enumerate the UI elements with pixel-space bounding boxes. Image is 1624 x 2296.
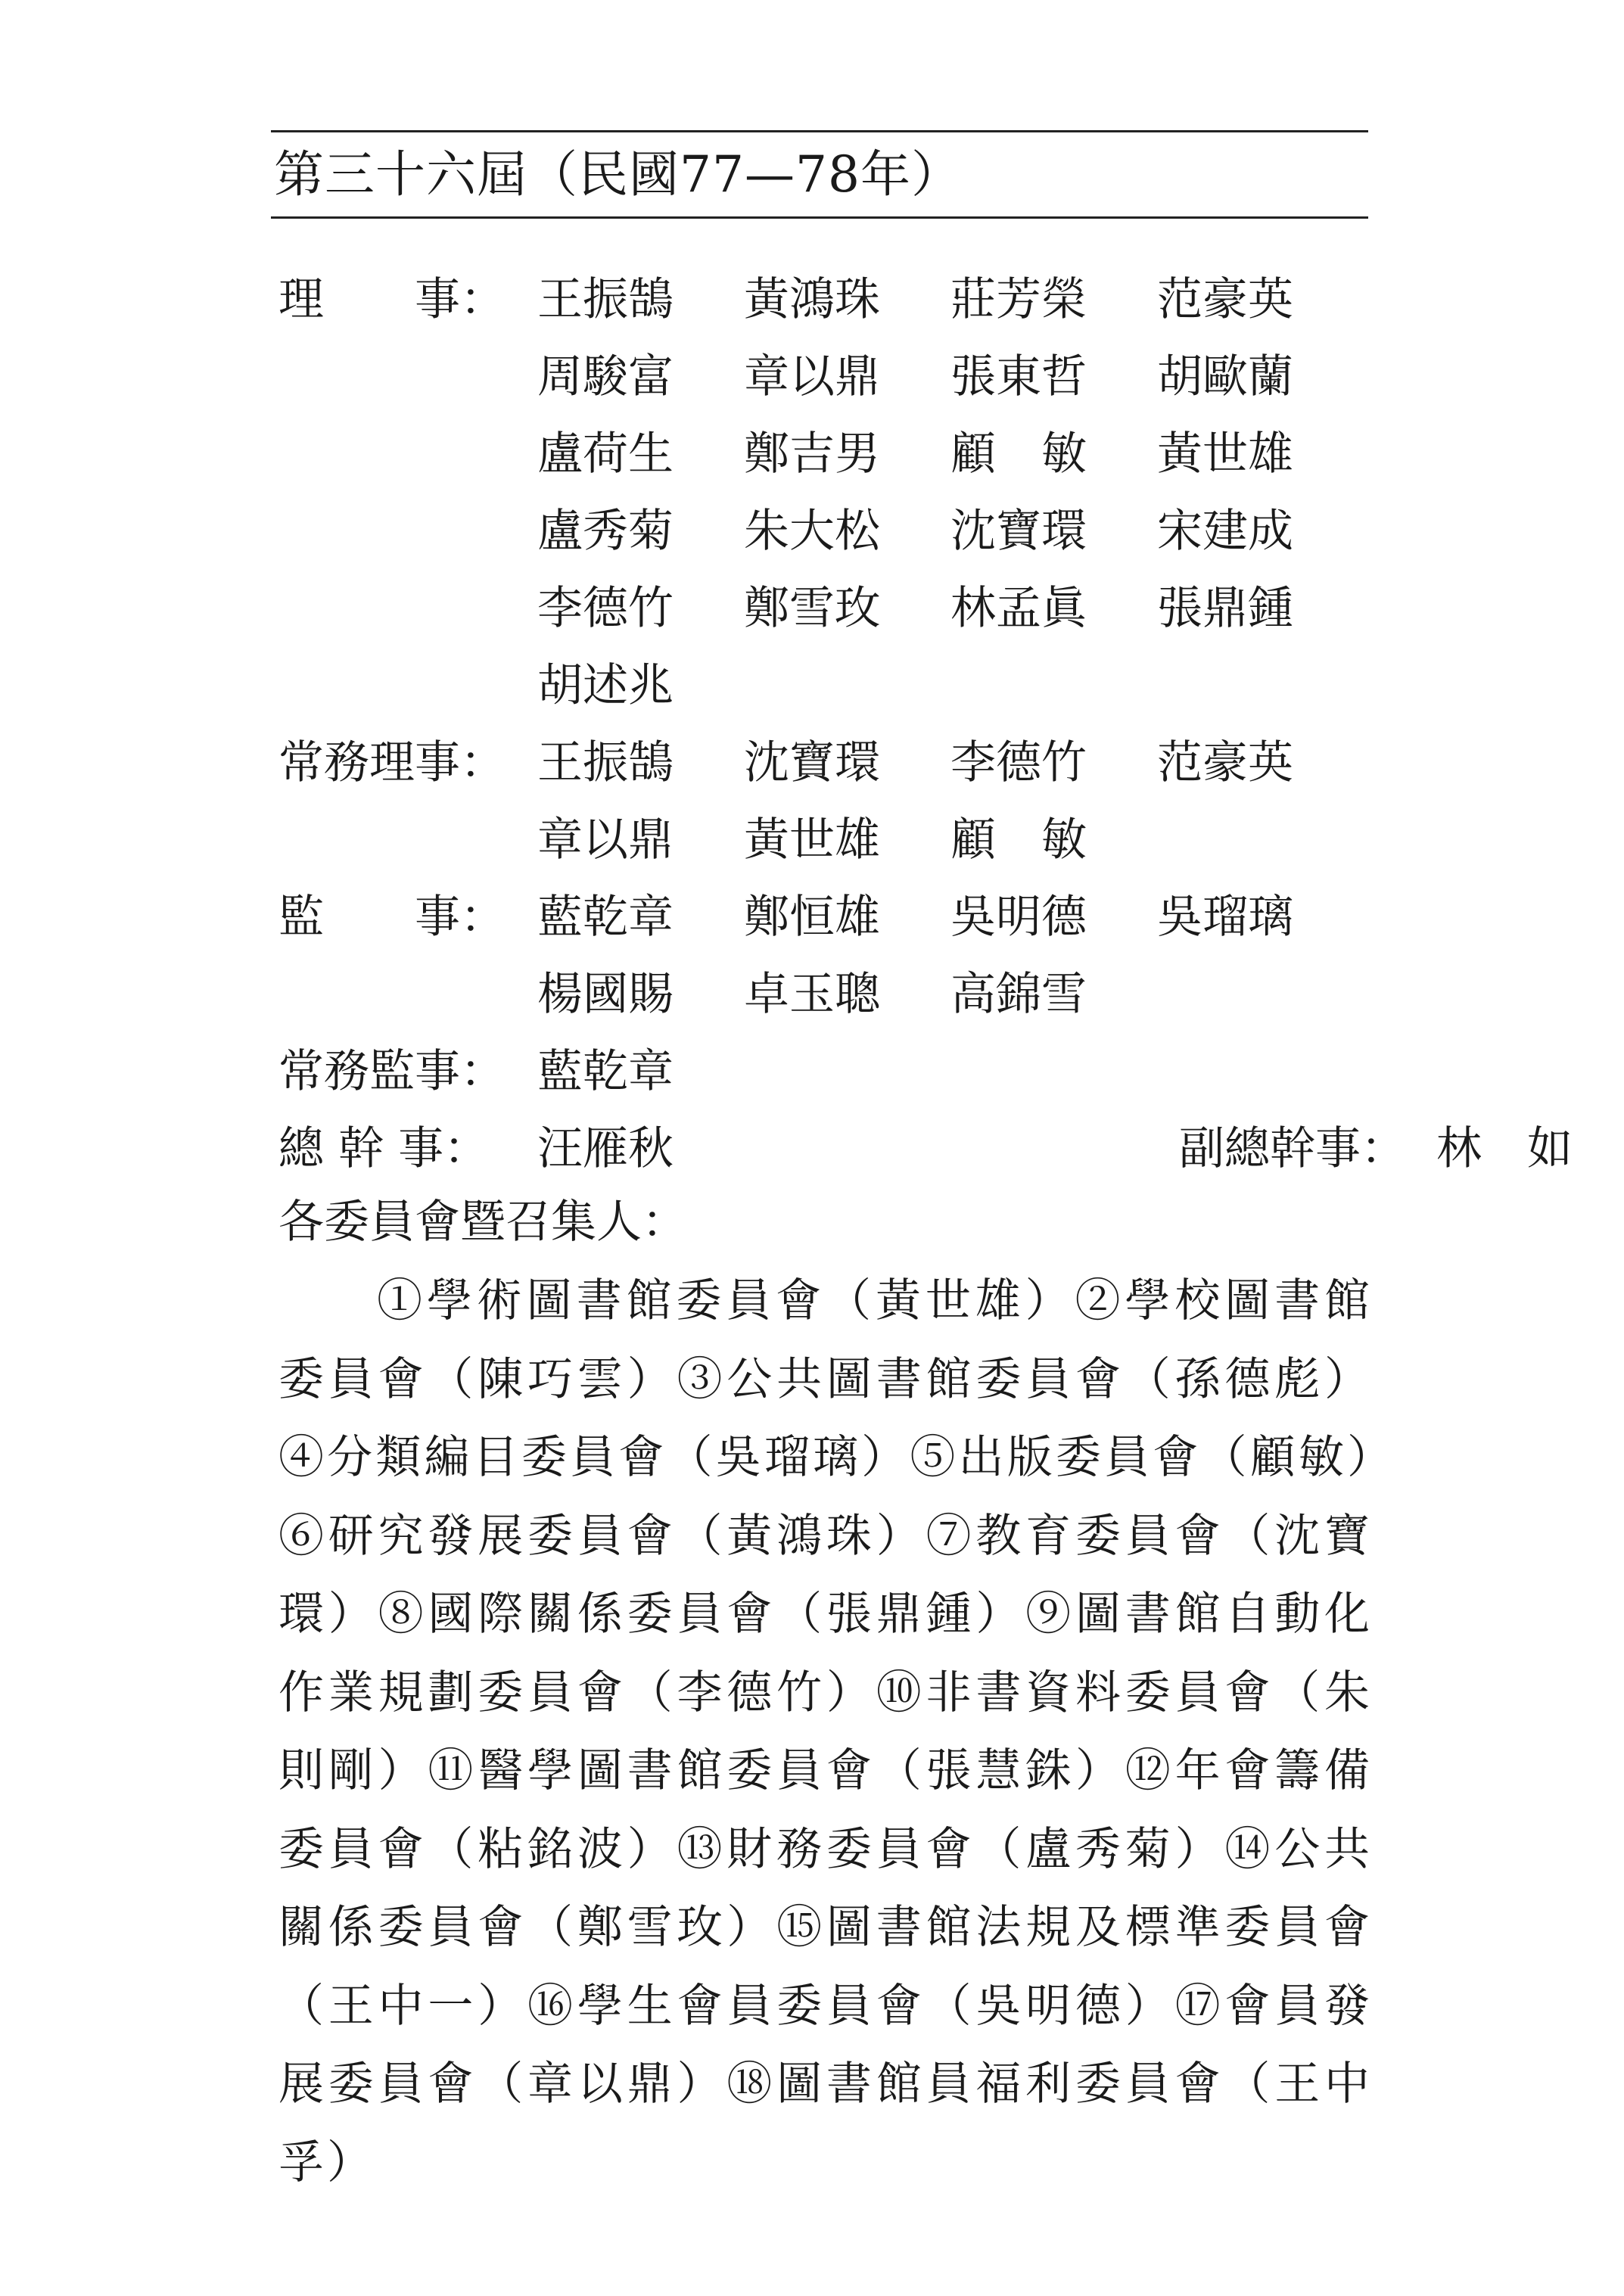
standing-directors-row xyxy=(278,720,1368,798)
person-name: 盧荷生 xyxy=(537,428,674,481)
person-name: 莊芳榮 xyxy=(950,273,1087,326)
person-name: 沈寶環 xyxy=(950,505,1087,558)
directors-row xyxy=(278,257,1368,334)
person-name: 黃鴻珠 xyxy=(744,273,880,326)
person-name: 高錦雪 xyxy=(950,968,1087,1021)
person-name: 鄭恒雄 xyxy=(744,891,880,944)
role-label-standing-directors: 常務理事： xyxy=(278,736,506,789)
person-name: 朱大松 xyxy=(744,505,880,558)
person-name: 章以鼎 xyxy=(537,814,674,866)
committees-heading: 各委員會暨召集人： xyxy=(278,1196,687,1249)
directors-row xyxy=(278,489,1368,566)
names-list xyxy=(537,263,1364,328)
person-name: 黃世雄 xyxy=(744,814,880,866)
names-list xyxy=(537,649,744,714)
person-name: 李德竹 xyxy=(950,736,1087,789)
person-name: 林孟眞 xyxy=(950,582,1087,635)
standing-supervisor-row xyxy=(278,1029,1368,1106)
person-name: 胡述兆 xyxy=(537,659,674,712)
person-name: 藍乾章 xyxy=(537,1045,674,1098)
supervisors-row xyxy=(278,952,1368,1029)
role-label-supervisors: 監 事： xyxy=(278,891,506,944)
role-label-secretary-general: 總 幹 事： xyxy=(278,1122,490,1175)
person-name: 林 如 xyxy=(1436,1122,1573,1175)
person-name: 范豪英 xyxy=(1157,736,1293,789)
names-list xyxy=(537,341,1364,406)
names-list xyxy=(537,495,1364,560)
person-name: 吳瑠璃 xyxy=(1157,891,1293,944)
person-name: 范豪英 xyxy=(1157,273,1293,326)
names-list xyxy=(537,726,1364,792)
names-list xyxy=(537,804,1157,869)
names-list xyxy=(537,881,1364,946)
person-name: 宋建成 xyxy=(1157,505,1293,558)
committees-paragraph: ①學術圖書館委員會（黃世雄）②學校圖書館委員會（陳巧雲）③公共圖書館委員會（孫德彪）④分類編目委員會（吳瑠璃）⑤出版委員會（顧敏）⑥研究發展委員會（黃鴻珠）⑦教育委員會（沈寶環）⑧國際關係委員會（張鼎鍾）⑨圖書館自動化作業規劃委員會（李德竹）⑩非書資料委員會（朱則剛）⑪醫學圖書館委員會（張慧銖）⑫年會籌備委員會（粘銘波）⑬財務委員會（盧秀菊）⑭公共關係委員會（鄭雪玫）⑮圖書館法規及標準委員會（王中一）⑯學生會員委員會（吳明德）⑰會員發展委員會（章以鼎）⑱圖書館員福利委員會（王中孚） xyxy=(278,1274,1373,2189)
person-name: 顧 敏 xyxy=(950,814,1087,866)
person-name: 盧秀菊 xyxy=(537,505,674,558)
directors-row xyxy=(278,334,1368,412)
role-label-standing-supervisor: 常務監事： xyxy=(278,1045,506,1098)
names-list xyxy=(537,418,1364,483)
person-name: 周駿富 xyxy=(537,350,674,403)
person-name: 王振鵠 xyxy=(537,736,674,789)
person-name: 藍乾章 xyxy=(537,891,674,944)
person-name: 顧 敏 xyxy=(950,428,1087,481)
standing-directors-row xyxy=(278,798,1368,875)
person-name: 黃世雄 xyxy=(1157,428,1293,481)
person-name: 鄭吉男 xyxy=(744,428,880,481)
supervisors-row xyxy=(278,875,1368,952)
person-name: 卓玉聰 xyxy=(744,968,880,1021)
names-list xyxy=(537,1112,744,1178)
directors-row xyxy=(278,566,1368,643)
role-label-directors: 理 事： xyxy=(278,273,506,326)
person-name: 張鼎鍾 xyxy=(1157,582,1293,635)
officer-roster xyxy=(278,257,1573,1261)
person-name: 汪雁秋 xyxy=(537,1122,674,1175)
role-label-deputy-secretary-general: 副總幹事： xyxy=(1179,1122,1406,1175)
names-list xyxy=(537,1035,744,1100)
person-name: 李德竹 xyxy=(537,582,674,635)
person-name: 王振鵠 xyxy=(537,273,674,326)
person-name: 吳明德 xyxy=(950,891,1087,944)
person-name: 沈寶環 xyxy=(744,736,880,789)
names-list xyxy=(537,958,1157,1023)
person-name: 胡歐蘭 xyxy=(1157,350,1293,403)
directors-row xyxy=(278,412,1368,489)
top-rule xyxy=(271,130,1368,132)
names-list xyxy=(537,572,1364,637)
secretary-general-row xyxy=(278,1106,1573,1184)
person-name: 鄭雪玫 xyxy=(744,582,880,635)
directors-row xyxy=(278,643,1368,720)
person-name: 楊國賜 xyxy=(537,968,674,1021)
section-heading: 第三十六屆（民國77—78年） xyxy=(274,145,962,204)
person-name: 章以鼎 xyxy=(744,350,880,403)
bottom-rule xyxy=(271,216,1368,219)
person-name: 張東哲 xyxy=(950,350,1087,403)
